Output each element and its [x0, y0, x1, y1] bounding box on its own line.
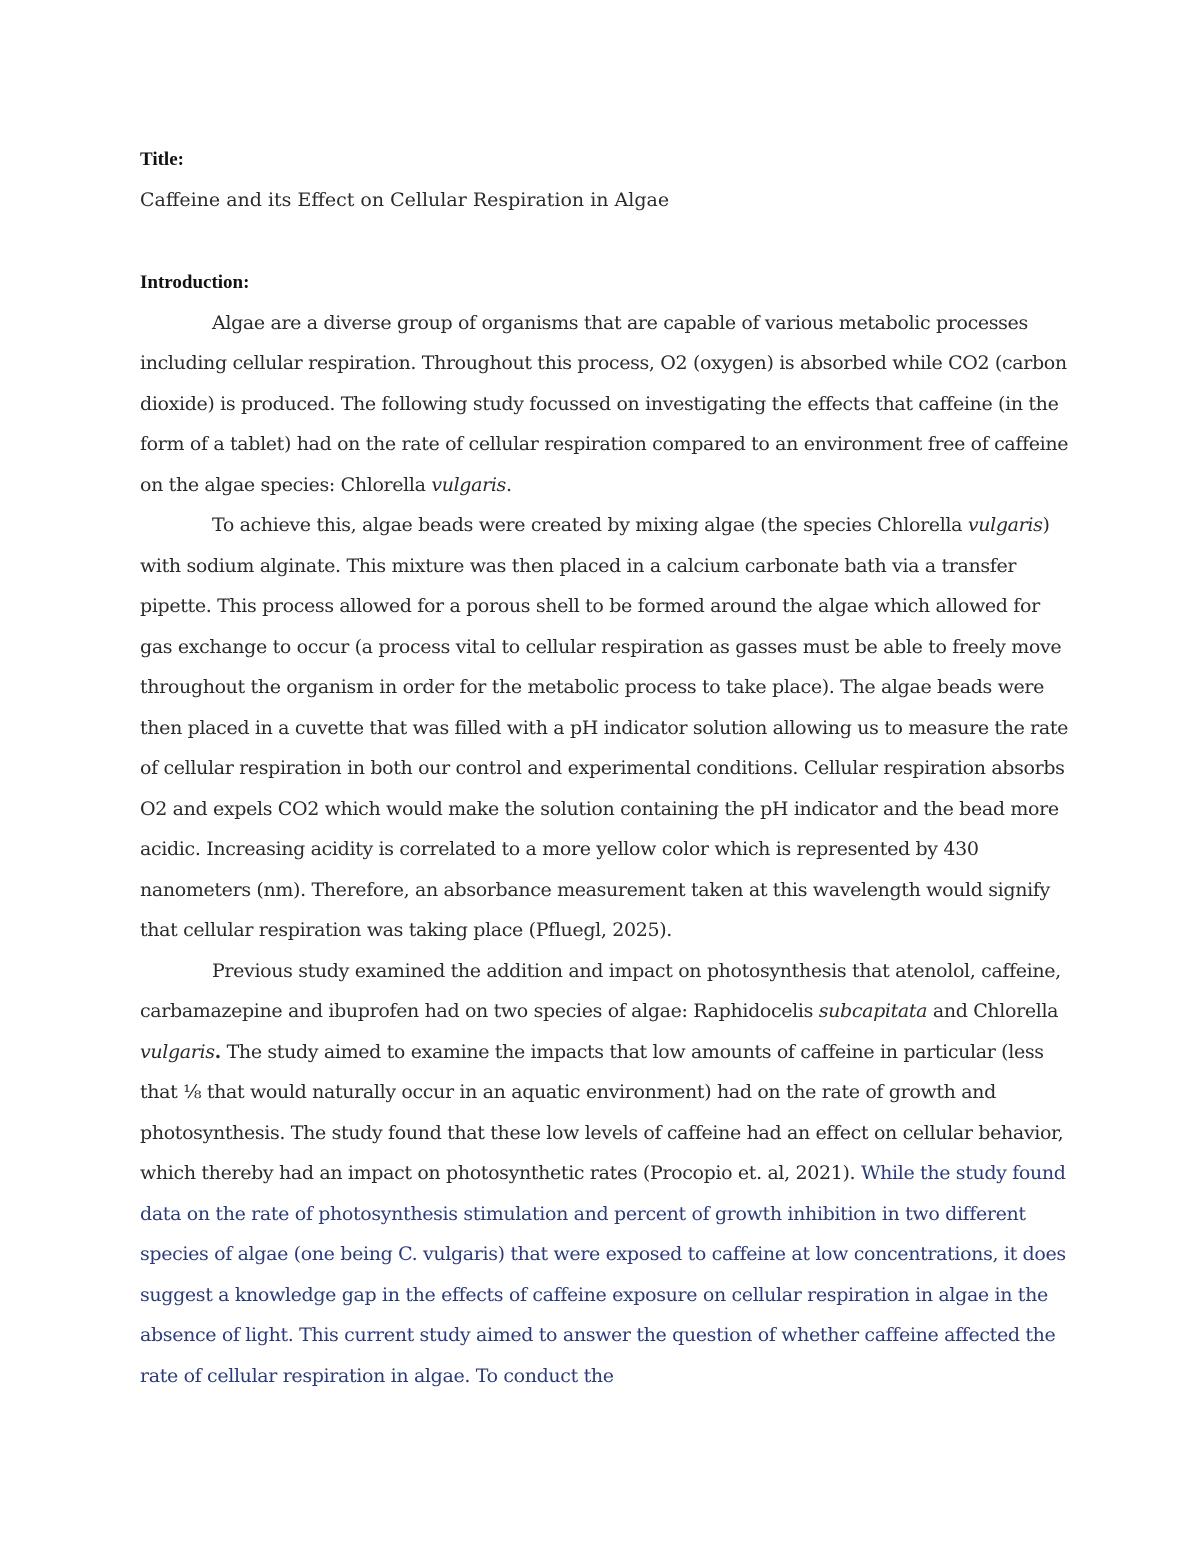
document-title: Caffeine and its Effect on Cellular Respiration in Algae [140, 189, 670, 211]
intro-paragraph-2 [140, 505, 1070, 951]
p3-italic-subcapitata: subcapitata [818, 1000, 928, 1022]
p3-bold-period: . [214, 1040, 221, 1063]
p3-italic-vulgaris: vulgaris [140, 1040, 215, 1063]
p3-text-middle: The study aimed to examine the impacts that low amounts of caffeine in particular (less that ⅛ that would naturally occur in an aquatic environment) had on the rate of growth and photosynthesis. The study found that these low levels of caffeine had an effect on cellular behavior, which thereby had an impact on photosynthetic rates (Procopio et. al, 2021). [140, 1040, 1064, 1184]
intro-paragraph-1 [140, 303, 1070, 506]
p2-italic-species: vulgaris [967, 514, 1043, 536]
p1-text: Algae are a diverse group of organisms that are capable of various metabolic processes including cellular respiration. Throughout this process, O2 (oxygen) is absorbed while CO2 (carbon dioxide) is produced. The following study focussed on investigating the effects that caffeine (in the form of a tablet) had on the rate of cellular respiration compared to an environment free of caffeine on the algae species: Chlorella [140, 311, 1069, 496]
p2-text-rest: ) with sodium alginate. This mixture was then placed in a calcium carbonate bath via a transfer pipette. This process allowed for a porous shell to be formed around the algae which allowed for gas exchange to occur (a process vital to cellular respiration as gasses must be able to freely move throughout the organism in order for the metabolic process to take place). The algae beads were then placed in a cuvette that was filled with a pH indicator solution allowing us to measure the rate of cellular respiration in both our control and experimental conditions. Cellular respiration absorbs O2 and expels CO2 which would make the solution containing the pH indicator and the bead more acidic. Increasing acidity is correlated to a more yellow color which is represented by 430 nanometers (nm). Therefore, an absorbance measurement taken at this wavelength would signify that cellular respiration was taking place (Pfluegl, 2025). [140, 514, 1069, 941]
p3-text-and: and Chlorella [927, 1000, 1059, 1022]
p1-italic-species: vulgaris [431, 473, 506, 496]
document-body [140, 140, 1070, 1396]
intro-paragraph-3 [140, 951, 1070, 1397]
p1-end: . [505, 473, 512, 496]
title-heading: Title: [140, 149, 184, 170]
p3-highlighted-text: While the study found data on the rate of photosynthesis stimulation and percent of growth inhibition in two different species of algae (one being C. vulgaris) that were exposed to caffeine at low concentrations, it does suggest a knowledge gap in the effects of caffeine exposure on cellular respiration in algae in the absence of light. This current study aimed to answer the question of whether caffeine affected the rate of cellular respiration in algae. To conduct the [140, 1162, 1066, 1387]
p2-text-start: To achieve this, algae beads were created by mixing algae (the species Chlorella [212, 514, 968, 536]
introduction-heading: Introduction: [140, 271, 250, 293]
p3-text-start: Previous study examined the addition and impact on photosynthesis that atenolol, caffeine, carbamazepine and ibuprofen had on two species of algae: Raphidocelis [140, 959, 1061, 1022]
